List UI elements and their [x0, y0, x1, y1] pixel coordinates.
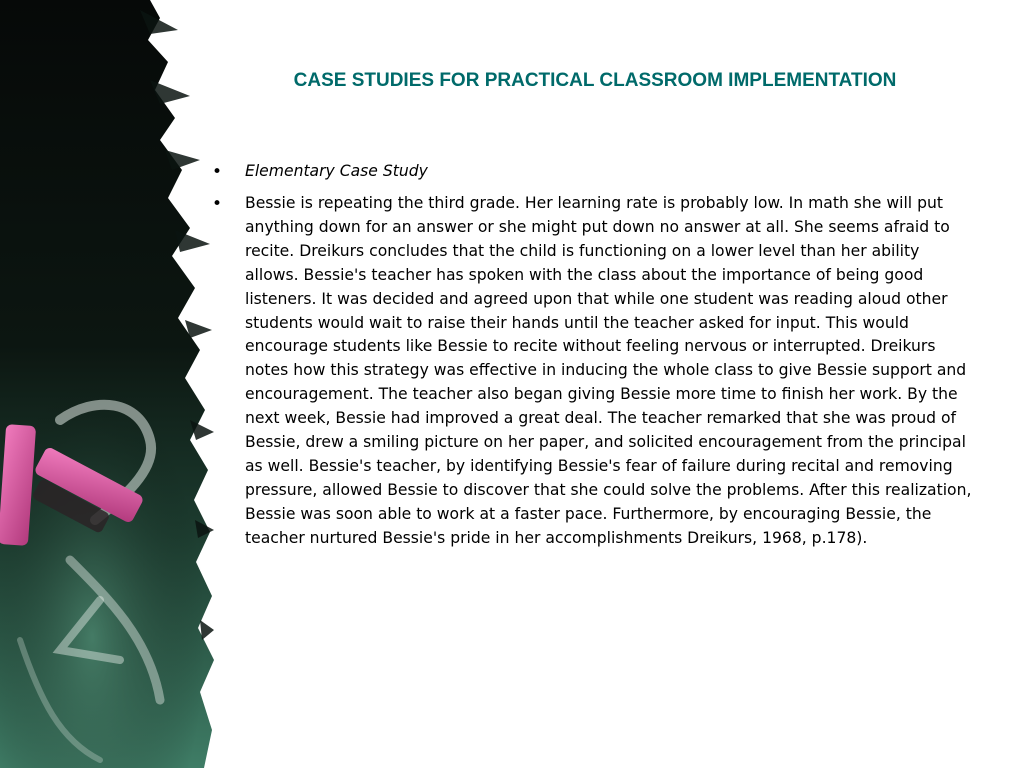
chalkboard-graphic	[0, 0, 215, 768]
bullet-icon: •	[212, 194, 223, 214]
list-item	[206, 160, 976, 184]
case-study-paragraph: Bessie is repeating the third grade. Her learning rate is probably low. In math she will put anything down for an answer or she might put down no answer at all. She seems afraid to recite. Dreikurs concludes that the child is functioning on a lower level than her ability allows. Bessie's teacher has spoken with the class about the importance of being good listeners. It was decided and agreed upon that while one student was reading aloud other students would wait to raise their hands until the teacher asked for input. This would encourage students like Bessie to recite without feeling nervous or interrupted. Dreikurs notes how this strategy was effective in inducing the whole class to give Bessie support and encouragement. The teacher also began giving Bessie more time to finish her work. By the next week, Bessie had improved a great deal. The teacher remarked that she was proud of Bessie, drew a smiling picture on her paper, and solicited encouragement from the principal as well. Bessie's teacher, by identifying Bessie's fear of failure during recital and removing pressure, allowed Bessie to discover that she could solve the problems. After this realization, Bessie was soon able to work at a faster pace. Furthermore, by encouraging Bessie, the teacher nurtured Bessie's pride in her accomplishments Dreikurs, 1968, p.178).	[245, 194, 972, 547]
chalkboard-image	[0, 0, 215, 768]
bullet-list	[206, 160, 976, 559]
slide-title: CASE STUDIES FOR PRACTICAL CLASSROOM IMPLEMENTATION	[293, 70, 897, 91]
bullet-icon: •	[212, 162, 223, 182]
bullet-heading-text: Elementary Case Study	[245, 162, 428, 180]
list-item	[206, 192, 976, 551]
